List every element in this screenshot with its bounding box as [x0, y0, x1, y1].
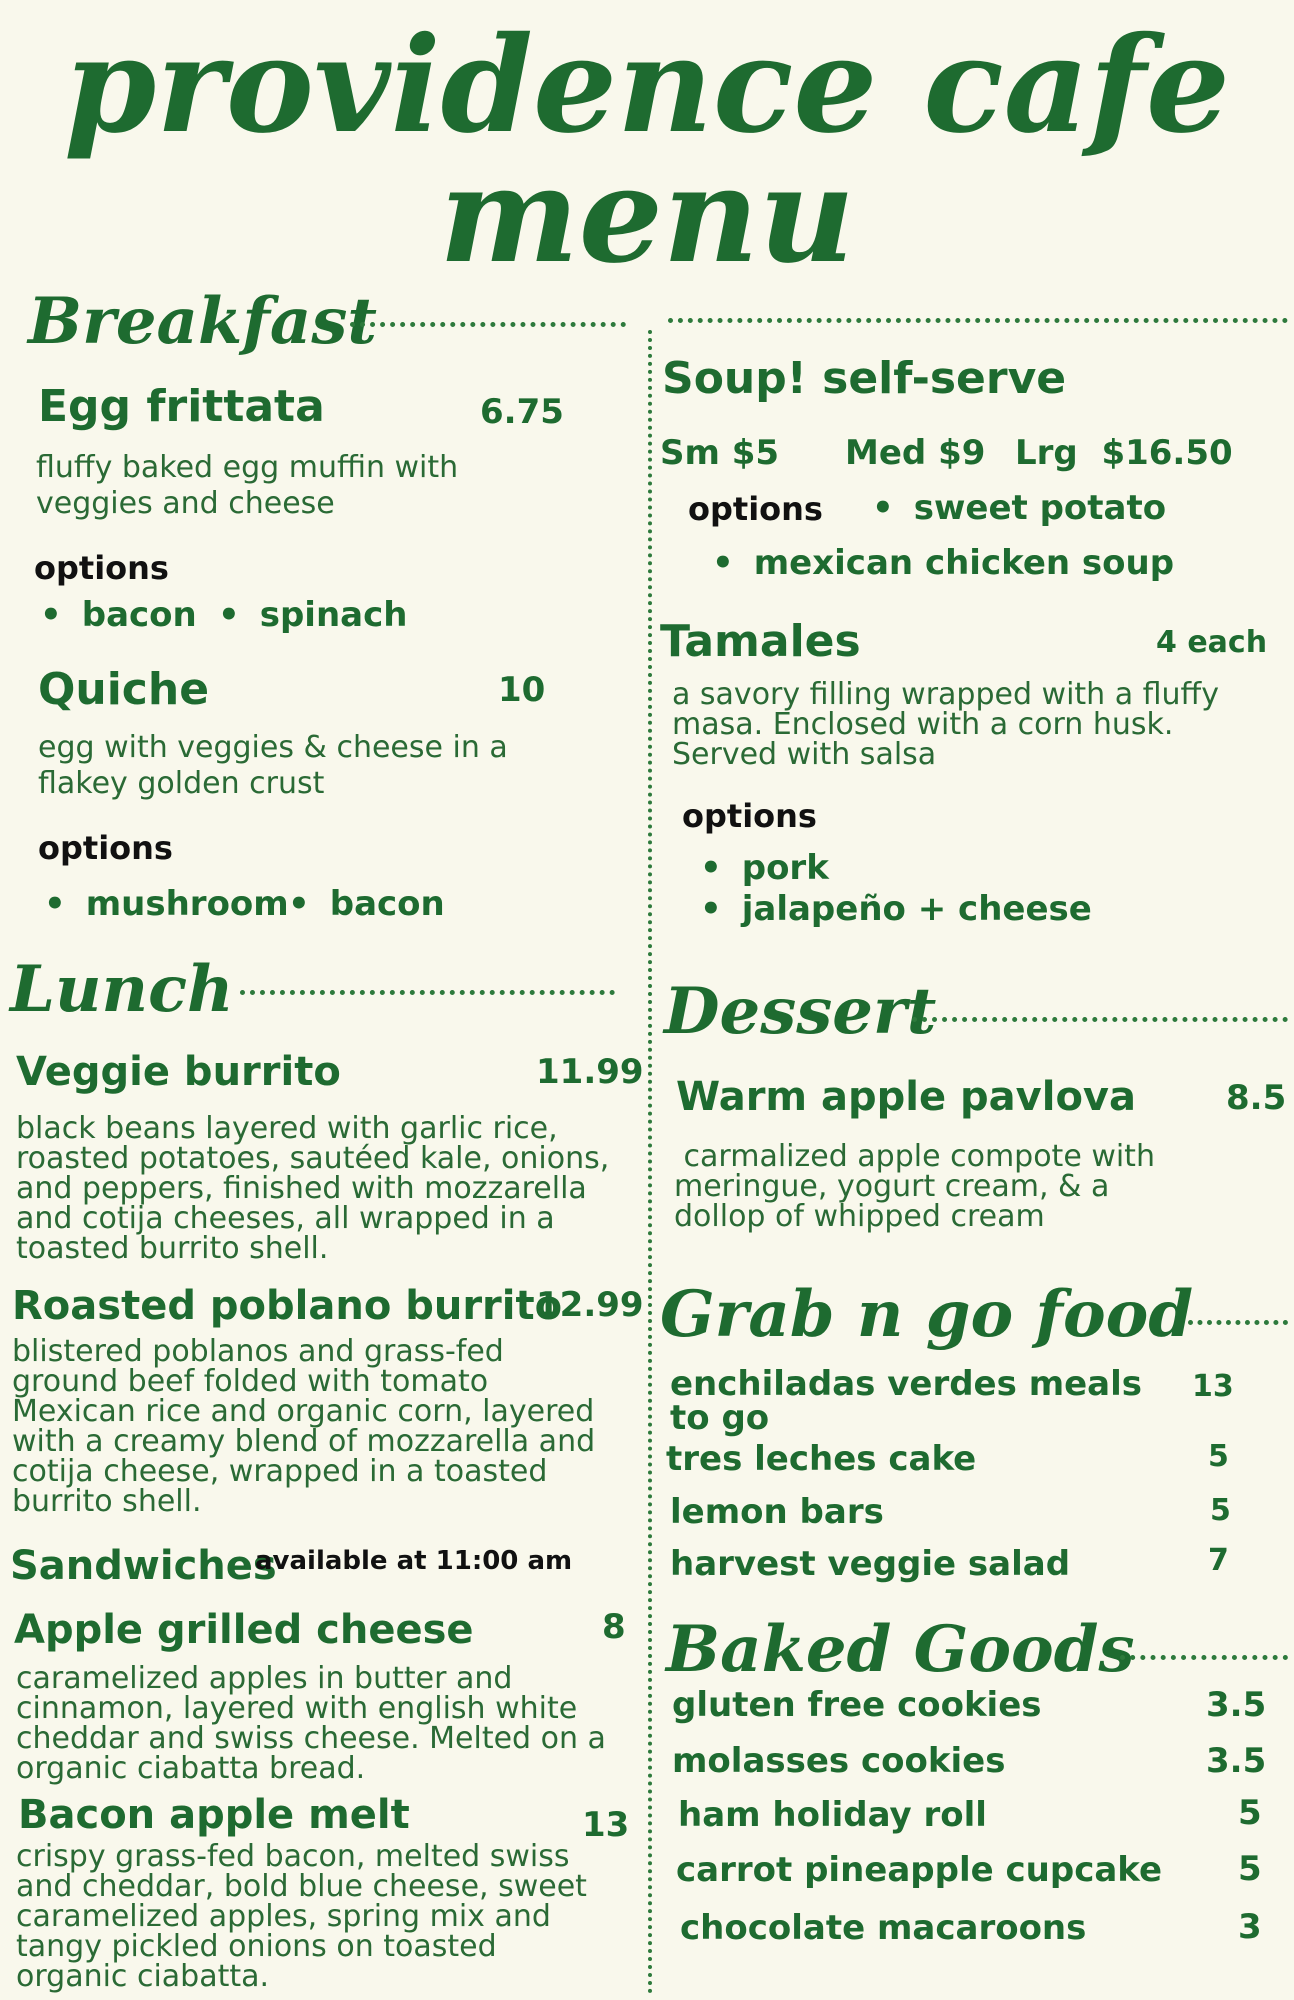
- option-bacon-quiche: • bacon: [288, 887, 445, 921]
- baked-price-molasses: 3.5: [1206, 1741, 1267, 1781]
- baked-item-gluten-free: gluten free cookies: [672, 1685, 1042, 1725]
- baked-price-macaroons: 3: [1238, 1907, 1262, 1947]
- grab-price-tres-leches: 5: [1208, 1439, 1229, 1474]
- item-desc-egg-frittata: fluffy baked egg muffin with veggies and cheese: [36, 450, 459, 521]
- item-price-veggie-burrito: 11.99: [536, 1052, 644, 1092]
- item-desc-veggie-burrito: black beans layered with garlic rice, roasted potatoes, sautéed kale, onions, and peppers, finished with mozzarella and cotija cheeses, all wrapped in a toasted burrito shell.: [16, 1111, 610, 1266]
- grab-item-enchiladas: enchiladas verdes meals to go: [670, 1364, 1143, 1438]
- option-mushroom: • mushroom: [44, 887, 289, 921]
- grab-price-harvest-salad: 7: [1208, 1543, 1229, 1578]
- soup-heading: Soup! self-serve: [662, 353, 1067, 404]
- grab-item-lemon-bars: lemon bars: [670, 1492, 884, 1532]
- soup-divider: [668, 318, 1288, 323]
- baked-price-gluten-free: 3.5: [1206, 1685, 1267, 1725]
- grab-item-harvest-salad: harvest veggie salad: [670, 1544, 1071, 1584]
- soup-size-large: Lrg $16.50: [1015, 433, 1233, 473]
- breakfast-divider: [350, 322, 626, 327]
- options-label-quiche: options: [38, 829, 173, 867]
- lunch-divider: [240, 990, 615, 995]
- item-name-quiche: Quiche: [38, 664, 210, 715]
- item-price-apple-pavlova: 8.5: [1226, 1078, 1287, 1118]
- section-heading-dessert: Dessert: [664, 974, 937, 1049]
- item-price-tamales: 4 each: [1156, 625, 1268, 660]
- item-price-bacon-apple-melt: 13: [582, 1805, 630, 1845]
- item-desc-poblano-burrito: blistered poblanos and grass-fed ground beef folded with tomato Mexican rice and organic corn, layered with a creamy blend of mozzarella and cotija cheese, wrapped in a toasted burrito shell.: [12, 1334, 596, 1519]
- item-name-bacon-apple-melt: Bacon apple melt: [18, 1792, 410, 1838]
- tamales-option-pork: • pork: [700, 851, 829, 885]
- sandwiches-label: Sandwiches: [10, 1543, 277, 1589]
- item-price-poblano-burrito: 12.99: [536, 1285, 644, 1325]
- options-label-egg: options: [34, 549, 169, 587]
- baked-price-ham-roll: 5: [1238, 1793, 1262, 1833]
- item-name-tamales: Tamales: [660, 616, 861, 667]
- baked-item-molasses: molasses cookies: [672, 1741, 1006, 1781]
- soup-option-sweet-potato: • sweet potato: [872, 491, 1166, 525]
- item-price-apple-grilled-cheese: 8: [602, 1607, 626, 1647]
- item-desc-apple-grilled-cheese: caramelized apples in butter and cinnamon, layered with english white cheddar and swiss cheese. Melted on a organic ciabatta bread.: [16, 1661, 606, 1786]
- item-desc-apple-pavlova: carmalized apple compote with meringue, yogurt cream, & a dollop of whipped cream: [674, 1139, 1165, 1234]
- item-name-apple-pavlova: Warm apple pavlova: [676, 1074, 1136, 1120]
- grab-divider: [1188, 1320, 1288, 1325]
- section-heading-breakfast: Breakfast: [28, 284, 377, 359]
- soup-size-small: Sm $5: [660, 433, 780, 473]
- baked-item-macaroons: chocolate macaroons: [680, 1908, 1087, 1948]
- grab-price-lemon-bars: 5: [1210, 1493, 1231, 1528]
- tamales-option-jalapeno-cheese: • jalapeño + cheese: [700, 892, 1092, 926]
- item-name-egg-frittata: Egg frittata: [38, 381, 325, 432]
- option-bacon: • bacon: [40, 598, 197, 632]
- option-spinach: • spinach: [218, 598, 407, 632]
- soup-option-mexican-chicken: • mexican chicken soup: [712, 546, 1174, 580]
- item-desc-bacon-apple-melt: crispy grass-fed bacon, melted swiss and cheddar, bold blue cheese, sweet caramelized apples, spring mix and tangy pickled onions on toasted organic ciabatta.: [16, 1839, 587, 1994]
- item-name-apple-grilled-cheese: Apple grilled cheese: [14, 1607, 474, 1653]
- baked-divider: [1120, 1655, 1288, 1660]
- section-heading-baked-goods: Baked Goods: [666, 1612, 1135, 1687]
- tamales-options-label: options: [682, 797, 817, 835]
- item-desc-quiche: egg with veggies & cheese in a flakey golden crust: [38, 730, 508, 801]
- soup-options-label: options: [688, 490, 823, 528]
- item-price-quiche: 10: [498, 670, 546, 710]
- item-name-veggie-burrito: Veggie burrito: [16, 1049, 341, 1095]
- grab-price-enchiladas: 13: [1192, 1369, 1234, 1404]
- soup-size-medium: Med $9: [845, 433, 986, 473]
- baked-item-ham-roll: ham holiday roll: [678, 1795, 987, 1835]
- menu-title-line2: menu: [439, 138, 855, 293]
- menu-title-line1: providence cafe: [64, 8, 1230, 163]
- item-desc-tamales: a savory filling wrapped with a fluffy masa. Enclosed with a corn husk. Served with salsa: [672, 677, 1219, 772]
- column-divider: [648, 330, 652, 1995]
- baked-item-carrot-cupcake: carrot pineapple cupcake: [676, 1850, 1163, 1890]
- item-price-egg-frittata: 6.75: [480, 392, 564, 432]
- dessert-divider: [912, 1017, 1288, 1022]
- baked-price-carrot-cupcake: 5: [1238, 1849, 1262, 1889]
- item-name-poblano-burrito: Roasted poblano burrito: [12, 1283, 563, 1329]
- sandwiches-availability-note: available at 11:00 am: [255, 1546, 573, 1576]
- section-heading-lunch: Lunch: [10, 952, 234, 1027]
- grab-item-tres-leches: tres leches cake: [666, 1439, 977, 1479]
- section-heading-grab-n-go: Grab n go food: [660, 1277, 1194, 1352]
